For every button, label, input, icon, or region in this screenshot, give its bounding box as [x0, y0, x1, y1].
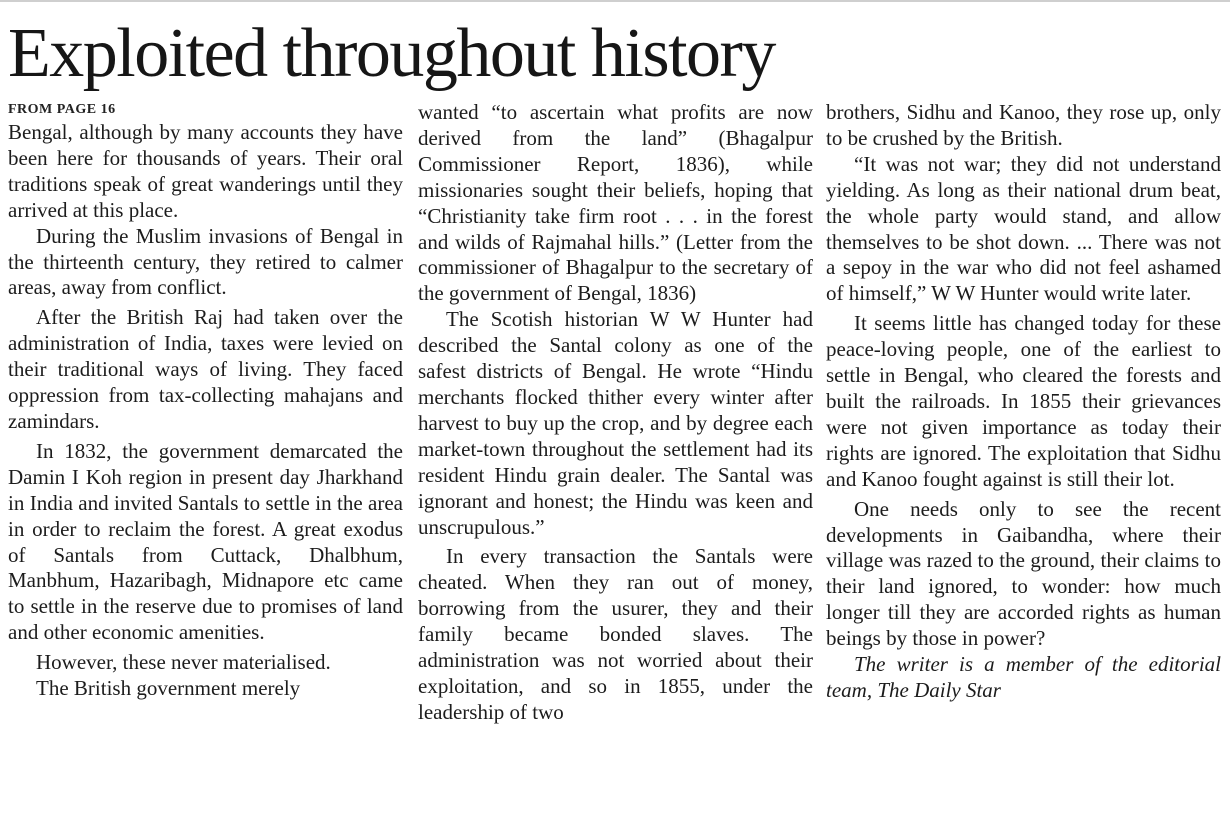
- paragraph: Bengal, although by many accounts they have been here for thousands of years. Their oral traditions speak of great wanderings until they arrived at this place.: [8, 120, 403, 222]
- headline: Exploited throughout history: [8, 15, 775, 92]
- paragraph: brothers, Sidhu and Kanoo, they rose up, only to be crushed by the British.: [826, 100, 1221, 150]
- top-border-rule: [0, 0, 1230, 2]
- continued-from-label: FROM PAGE 16: [8, 102, 116, 117]
- paragraph: It seems little has changed today for these peace-loving people, one of the earliest to settle in Bengal, who cleared the forests and built the railroads. In 1855 their grievances were not given importance as today their rights are ignored. The exploitation that Sidhu and Kanoo fought against is still their lot.: [826, 311, 1221, 491]
- article-column-2: [418, 100, 813, 800]
- article-column-3: [826, 100, 1221, 800]
- paragraph: After the British Raj had taken over the administration of India, taxes were levied on their traditional ways of living. They faced oppression from tax-collecting mahajans and zamindars.: [8, 305, 403, 433]
- paragraph: The British government merely: [36, 676, 301, 701]
- paragraph: During the Muslim invasions of Bengal in the thirteenth century, they retired to calmer areas, away from conflict.: [8, 223, 403, 300]
- paragraph: The Scotish historian W W Hunter had described the Santal colony as one of the safest districts of Bengal. He wrote “Hindu merchants flocked thither every winter after harvest to buy up the crop, and by degree each market-town throughout the settlement had its resident Hindu grain dealer. The Santal was ignorant and honest; the Hindu was keen and unscrupulous.”: [418, 307, 813, 539]
- paragraph: In 1832, the government demarcated the Damin I Koh region in present day Jharkhand in India and invited Santals to settle in the area in order to reclaim the forest. A great exodus of Santals from Cuttack, Dhalbhum, Manbhum, Hazaribagh, Midnapore etc came to settle in the reserve due to promises of land and other economic amenities.: [8, 438, 403, 645]
- byline: The writer is a member of the editorial team, The Daily Star: [826, 652, 1221, 702]
- paragraph: wanted “to ascertain what profits are now derived from the land” (Bhagalpur Commissioner Report, 1836), while missionaries sought their beliefs, hoping that “Christianity take firm root . . . in the forest and wilds of Rajmahal hills.” (Letter from the commissioner of Bhagalpur to the secretary of the government of Bengal, 1836): [418, 100, 813, 306]
- paragraph: In every transaction the Santals were cheated. When they ran out of money, borrowing from the usurer, they and their family became bonded slaves. The administration was not worried about their exploitation, and so in 1855, under the leadership of two: [418, 544, 813, 724]
- paragraph: However, these never materialised.: [36, 650, 331, 675]
- article-column-1: [8, 100, 403, 800]
- paragraph: One needs only to see the recent developments in Gaibandha, where their village was razed to the ground, their claims to their land ignored, to wonder: how much longer till they are accorded rights as human beings by those in power?: [826, 496, 1221, 651]
- paragraph: “It was not war; they did not understand yielding. As long as their national drum beat, the whole party would stand, and allow themselves to be shot down. ... There was not a sepoy in the war who did not feel ashamed of himself,” W W Hunter would write later.: [826, 151, 1221, 306]
